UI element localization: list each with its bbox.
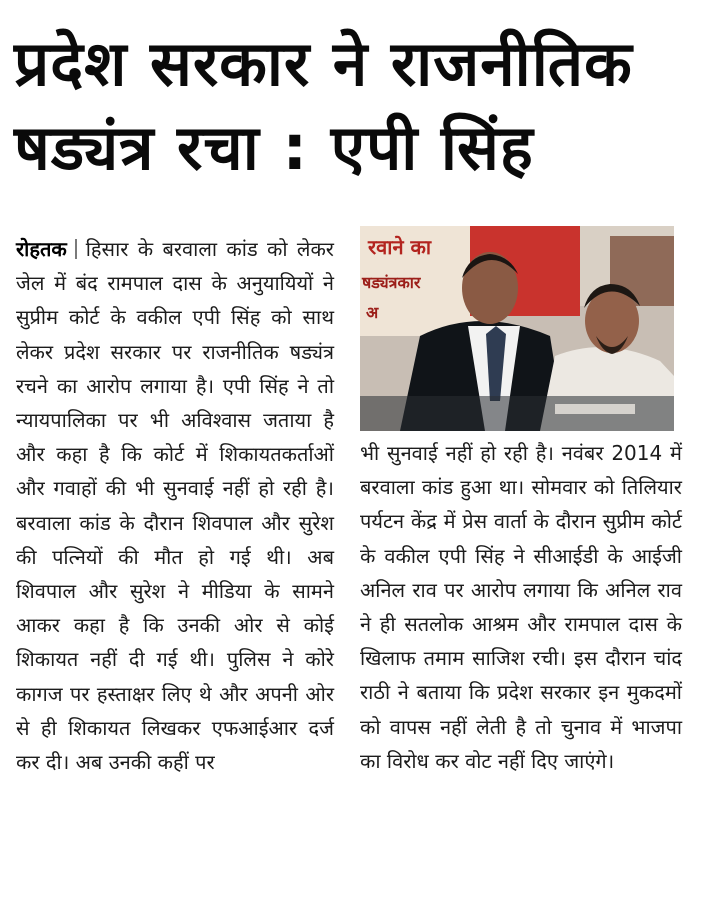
headline xyxy=(14,22,704,190)
dateline: रोहतक xyxy=(16,237,67,261)
banner-text-1: रवाने का xyxy=(368,235,432,259)
article-left-text: हिसार के बरवाला कांड को लेकर जेल में बंद रामपाल दास के अनुयायियों ने सुप्रीम कोर्ट के वकील एपी सिंह को साथ लेकर प्रदेश सरकार पर राजनीतिक षड्यंत्र रचने का आरोप लगाया है। एपी सिंह ने तो न्यायपालिका पर भी अविश्वास जताया है और कहा है कि कोर्ट में शिकायतकर्ताओं और गवाहों की भी सुनवाई नहीं हो रही है। बरवाला कांड के दौरान शिवपाल और सुरेश की पत्नियों की मौत हो गई थी। अब शिवपाल और सुरेश ने मीडिया के सामने आकर कहा है कि उनकी ओर से कोई शिकायत नहीं दी गई थी। पुलिस ने कोरे कागज पर हस्ताक्षर लिए थे और अपनी ओर से ही शिकायत लिखकर एफआईआर दर्ज कर दी। अब उनकी कहीं पर xyxy=(16,237,334,775)
article-column-right: भी सुनवाई नहीं हो रही है। नवंबर 2014 में बरवाला कांड हुआ था। सोमवार को तिलियार पर्यटन केंद्र में प्रेस वार्ता के दौरान सुप्रीम कोर्ट के वकील एपी सिंह ने सीआईडी के आईजी अनिल राव पर आरोप लगाया कि अनिल राव ने ही सतलोक आश्रम और रामपाल दास के खिलाफ तमाम साजिश रची। इस दौरान चांद राठी ने बताया कि प्रदेश सरकार इन मुकदमों को वापस नहीं लेती है तो चुनाव में भाजपा का विरोध कर वोट नहीं दिए जाएंगे। xyxy=(360,441,682,773)
banner-text-3: अ xyxy=(366,303,379,322)
photo-illustration xyxy=(360,226,674,431)
headline-line-1: प्रदेश सरकार ने राजनीतिक xyxy=(14,27,633,100)
press-conference-photo xyxy=(360,226,674,431)
dateline-separator xyxy=(75,239,77,259)
papers-on-table xyxy=(555,404,635,414)
headline-line-2: षड्यंत्र रचा : एपी सिंह xyxy=(14,111,534,184)
banner-text-2: षड्यंत्रकार xyxy=(362,273,421,292)
article-column-left xyxy=(16,232,334,779)
